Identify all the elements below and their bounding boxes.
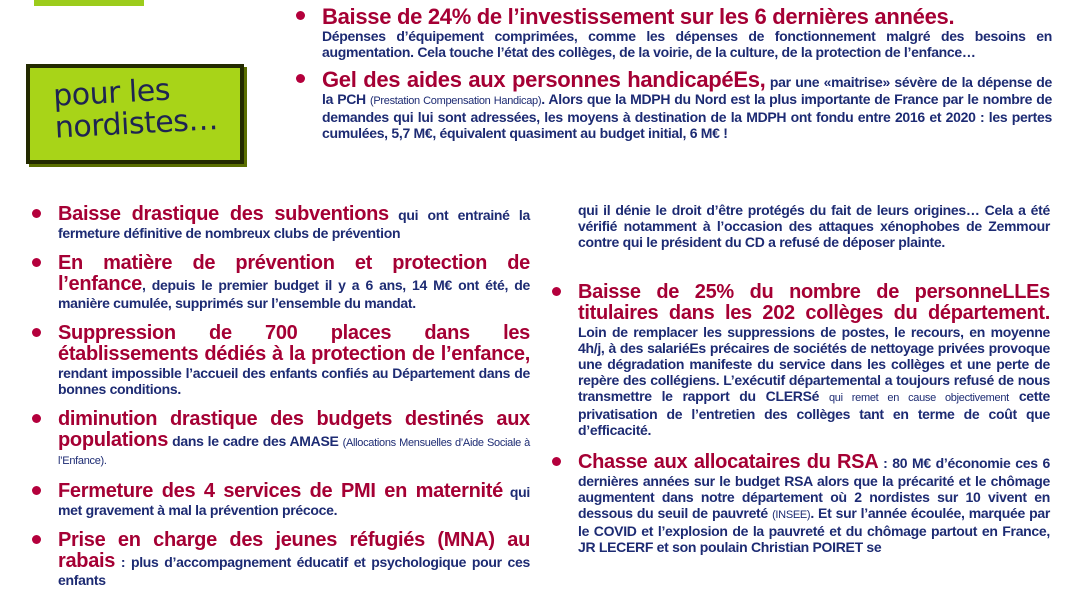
item-headline: Baisse de 24% de l’investissement sur les 6 dernières années. (322, 4, 955, 29)
item-body: cette privatisation de l’entretien des collèges tant en terme de coût que d’efficacité. (578, 388, 1050, 438)
item-headline: Fermeture des 4 services de PMI en maternité (58, 480, 503, 502)
item-headline: Baisse drastique des subventions (58, 203, 389, 225)
bullet-icon (552, 457, 561, 466)
list-item-prevention (28, 253, 530, 311)
top-bullet-list (292, 6, 1052, 150)
item-small-text: (INSEE) (772, 509, 811, 521)
list-item-amase (28, 409, 530, 469)
bullet-icon (32, 535, 41, 544)
item-small-text: (Prestation Compensation Handicap) (369, 95, 542, 107)
list-item-suppression-places (28, 323, 530, 397)
list-item-mna (28, 530, 530, 588)
list-item-subventions (28, 204, 530, 241)
bullet-icon (32, 209, 41, 218)
item-headline: Chasse aux allocataires du RSA (578, 451, 879, 473)
top-green-tab (34, 0, 144, 6)
item-headline: diminution drastique des budgets destinés aux populations (58, 408, 530, 451)
bullet-icon (552, 287, 561, 296)
item-body: Dépenses d’équipement comprimées, comme les dépenses de fonctionnement malgré des besoins en augmentation. Cela touche l’état des collèges, de la voirie, de la culture, de la protection de l’enfance… (322, 28, 1052, 60)
item-body: dans le cadre des AMASE (168, 433, 343, 449)
item-body: : plus d’accompagnement éducatif et psychologique pour ces enfants (58, 554, 530, 588)
item-body: rendant impossible l’accueil des enfants confiés au Département dans de bonnes conditions. (58, 365, 530, 397)
item-headline: Suppression de 700 places dans les établissements dédiés à la protection de l’enfance, (58, 322, 530, 365)
item-headline: Prise en charge des jeunes réfugiés (MNA) au rabais (58, 529, 530, 572)
item-headline: Gel des aides aux personnes handicapéEs, (322, 67, 766, 92)
item-body: . Et sur l’année écoulée, marquée par le COVID et l’explosion de la pauvreté et du chômage partout en France, JR LECERF et son poulain Christian POIRET se (578, 505, 1050, 555)
bullet-icon (32, 328, 41, 337)
item-body: qui ont entrainé la fermeture définitive de nombreux clubs de prévention (58, 207, 530, 241)
left-bullet-list (28, 204, 530, 600)
item-body: : 80 M€ d’économie ces 6 dernières années sur le budget RSA alors que la précarité et le chômage augmentent dans notre département où 2 nordistes sur 10 vivent en dessous du seuil de pauvreté (578, 455, 1050, 521)
list-item-investissement (292, 6, 1052, 60)
list-item-pmi (28, 481, 530, 518)
item-body: . Alors que la MDPH du Nord est la plus importante de France par le nombre de demandes qui lui sont adressées, les moyens à destination de la MDPH ont fondu entre 2016 et 2020 : les pertes cumulées, 5,7 M€, équivalent quasiment au budget initial, 6 M€ ! (322, 91, 1052, 141)
item-body: Loin de remplacer les suppressions de postes, le recours, en moyenne 4h/j, à des salariéEs précaires de sociétés de nettoyage privées provoque une dégradation manifeste du service dans les collèges et une perte de repère des collégiens. L’exécutif départemental a toujours refusé de nous transmettre le rapport du CLERSé (578, 324, 1050, 404)
list-item-rsa (548, 452, 1050, 555)
list-item-handicap (292, 69, 1052, 141)
bullet-icon (32, 258, 41, 267)
bullet-icon (32, 486, 41, 495)
list-item-colleges (548, 282, 1050, 438)
right-column-continuation: qui il dénie le droit d’être protégés du fait de leurs origines… Cela a été vérifié notamment à l’occasion des attaques xénophobes de Zemmour contre qui le président du CD a refusé de déposer plainte. (578, 202, 1050, 250)
right-bullet-list (548, 282, 1050, 569)
item-headline: Baisse de 25% du nombre de personneLLEs titulaires dans les 202 collèges du département. (578, 281, 1050, 324)
bullet-icon (296, 11, 305, 20)
item-headline: En matière de prévention et protection de l’enfance (58, 252, 530, 295)
item-body: qui met gravement à mal la prévention précoce. (58, 484, 530, 518)
pour-les-nordistes-badge (26, 64, 244, 164)
item-small-text: (Allocations Mensuelles d’Aide Sociale à l’Enfance). (58, 437, 530, 467)
badge-text: pour les nordistes… (52, 72, 219, 146)
item-small-text: qui remet en cause objectivement (828, 392, 1009, 404)
bullet-icon (32, 414, 41, 423)
bullet-icon (296, 74, 305, 83)
item-body: par une «maitrise» sévère de la dépense de la PCH (322, 74, 1052, 107)
item-body: , depuis le premier budget il y a 6 ans, 14 M€ ont été, de manière cumulée, supprimés sur l’ensemble du mandat. (58, 277, 530, 311)
